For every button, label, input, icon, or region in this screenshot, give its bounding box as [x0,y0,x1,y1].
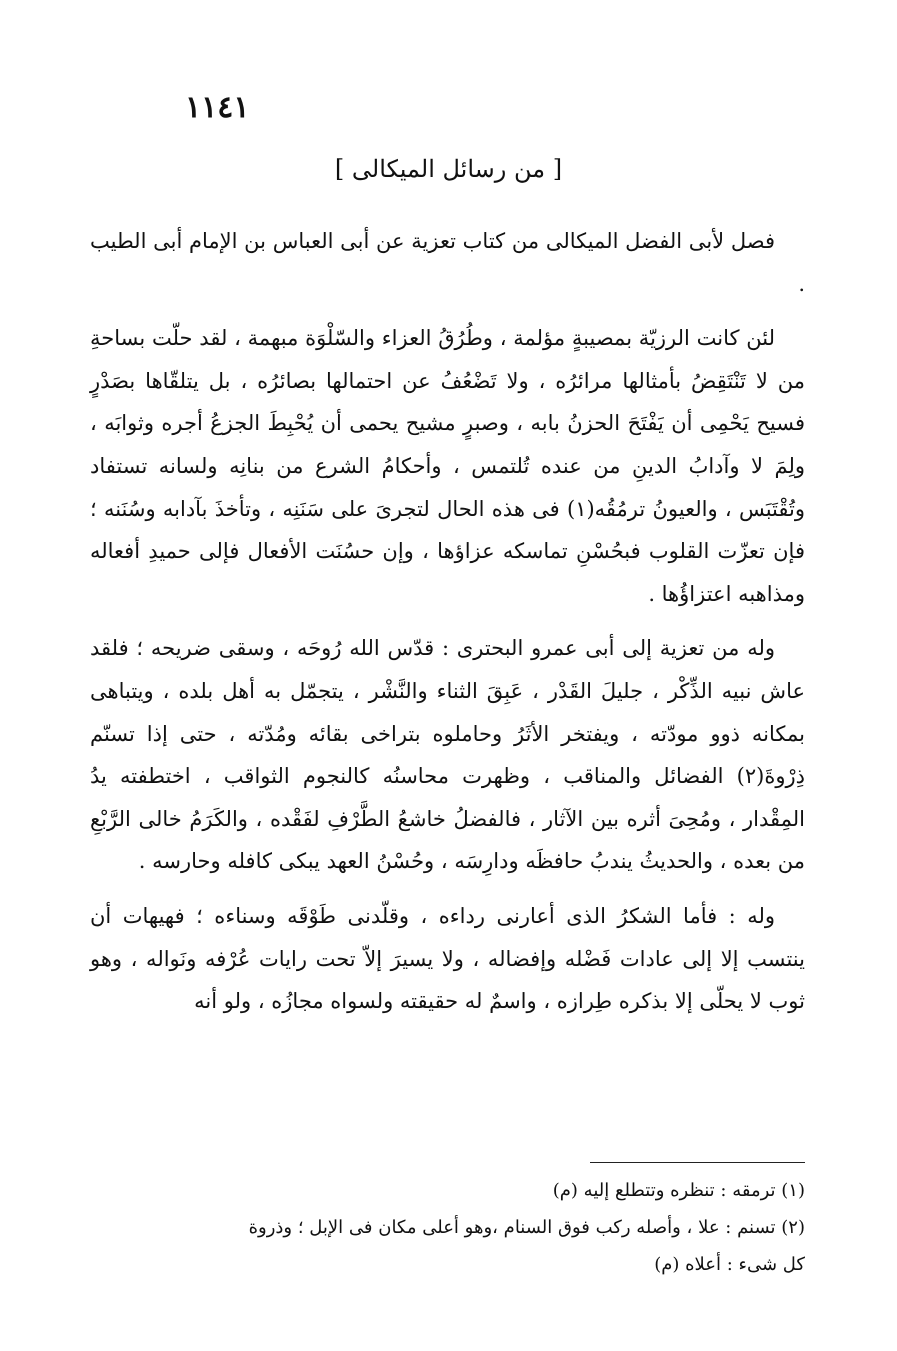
page-number: ١١٤١ [185,90,250,125]
footnote-2: (٢) تسنم : علا ، وأصله ركب فوق السنام ،وهو أعلى مكان فى الإبل ؛ وذروة [248,1217,805,1238]
section-title: [ من رسائل الميكالى ] [334,155,563,183]
footnote-2-continuation: كل شىء : أعلاه (م) [654,1254,805,1275]
footnote-divider [590,1162,805,1163]
paragraph-intro: فصل لأبى الفضل الميكالى من كتاب تعزية عن أبى العباس بن الإمام أبى الطيب . [90,229,805,296]
paragraph-gratitude: وله : فأما الشكرُ الذى أعارنى رداءه ، وقلّدنى طَوْقَه وسناءه ؛ فهيهات أن ينتسب إلا إلى عادات فَضْله وإفضاله ، ولا يسيرَ إلاّ تحت رايات عُرْفه ونَواله ، وهو ثوب لا يحلّى إلا بذكره طِرازه ، واسمٌ له حقيقته ولسواه مجازُه ، ولو أنه [90,903,805,1014]
paragraph-condolence: لئن كانت الرزيّة بمصيبةٍ مؤلمة ، وطُرُقُ العزاء والسّلْوَة مبهمة ، لقد حلّت بساحةِ من لا تَنْتَقِضُ بأمثالها مرائرُه ، ولا تَضْعُفُ عن احتمالها بصائرُه ، بل يتلقّاها بصَدْرٍ فسيح يَحْمِى أن يَفْتَحَ الحزنُ بابه ، وصبرٍ مشيح يحمى أن يُحْبِطَ الجزعُ أجره وثوابَه ، ولِمَ لا وآدابُ الدينِ من عنده تُلتمس ، وأحكامُ الشرع من بنانِه ولسانه تستفاد وتُقْتَبَس ، والعيونُ ترمُقُه(١) فى هذه الحال لتجرىَ على سَنَنِه ، وتأخذَ بآدابه وسُنَنه ؛ فإن تعزّت القلوب فبحُسْنِ تماسكه عزاؤها ، وإن حسُنَت الأفعال فإلى حميدِ أفعاله ومذاهبه اعتزاؤُها . [90,326,805,606]
footnotes [90,1172,805,1283]
footnote-1: (١) ترمقه : تنظره وتتطلع إليه (م) [552,1180,805,1201]
body-text [90,220,805,1023]
paragraph-bohturi: وله من تعزية إلى أبى عمرو البحترى : قدّس الله رُوحَه ، وسقى ضريحه ؛ فلقد عاش نبيه الذِّكْر ، جليلَ القَدْر ، عَبِقَ الثناء والنَّشْر ، يتجمّل به أهل بلده ، ويتباهى بمكانه ذوو مودّته ، ويفتخر الأثَرُ وحاملوه بتراخى بقائه ومُدّته ، حتى إذا تسنّم ذِرْوةَ(٢) الفضائل والمناقب ، وظهرت محاسنُه كالنجوم الثواقب ، اختطفته يدُ المِقْدار ، ومُحِىَ أثره بين الآثار ، فالفضلُ خاشعُ الطَّرْفِ لفَقْده ، والكَرَمُ خالى الرَّبْعِ من بعده ، والحديثُ يندبُ حافظَه ودارِسَه ، وحُسْنُ العهد يبكى كافله وحارسه . [90,636,805,874]
